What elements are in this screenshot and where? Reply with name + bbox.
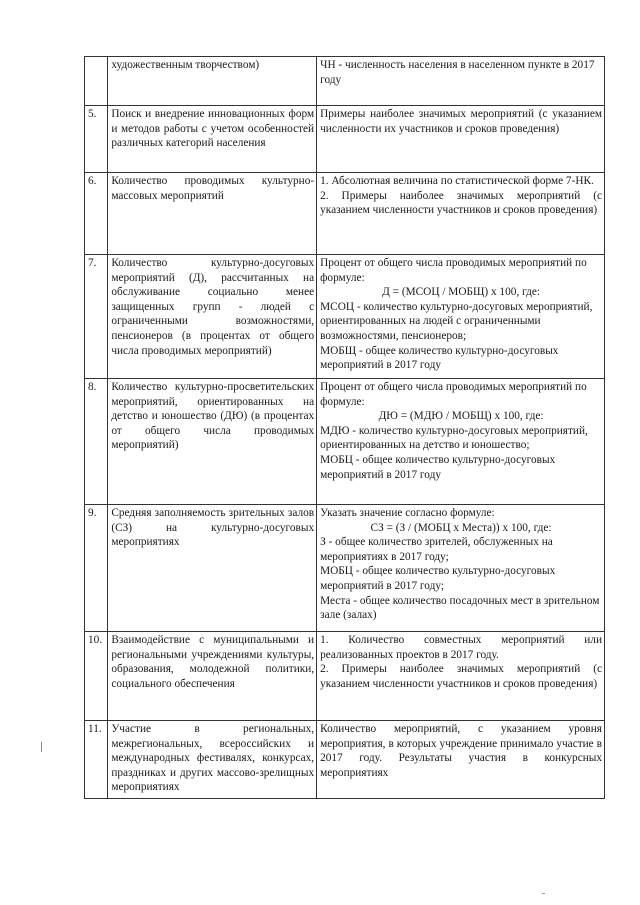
indicator-cell: Количество мероприятий, с указанием уровня мероприятия, в которых учреждение принимало участие в 2017 году. Результаты участия в конкурсных мероприятиях: [317, 721, 605, 799]
indicator-cell: Процент от общего числа проводимых мероприятий по формуле: ДЮ = (МДЮ / МОБЩ) х 100, где: МДЮ - количество культурно-досуговых мероприятий, ориентированных на детство и юношество; МОБЦ - общее количество культурно-досуговых мероприятий в 2017 году: [317, 379, 605, 505]
indicator-cell: 1. Абсолютная величина по статистической форме 7-НК. 2. Примеры наиболее значимых мероприятий (с указанием численности участников и сроков проведения): [317, 173, 605, 255]
row-number: 10.: [85, 632, 108, 721]
indicator-cell: Примеры наиболее значимых мероприятий (с указанием численности их участников и сроков проведения): [317, 106, 605, 173]
indicator-cell: Указать значение согласно формуле: СЗ = (З / (МОБЦ х Места)) х 100, где: З - общее количество зрителей, обслуженных на мероприятиях в 2017 году; МОБЦ - общее количество культурно-досуговых мероприятий в 2017 году; Места - общее количество посадочных мест в зрительном зале (залах): [317, 505, 605, 632]
criteria-table: [84, 56, 605, 799]
task-cell: Участие в региональных, межрегиональных, всероссийских и международных фестивалях, конкурсах, праздниках и других массово-зрелищных мероприятиях: [108, 721, 317, 799]
formula: ДЮ = (МДЮ / МОБЩ) х 100, где:: [378, 410, 544, 423]
task-cell: Поиск и внедрение инновационных форм и методов работы с учетом особенностей различных категорий населения: [108, 106, 317, 173]
indicator-cell: 1. Количество совместных мероприятий или реализованных проектов в 2017 году. 2. Примеры наиболее значимых мероприятий (с указанием численности участников и сроков проведения): [317, 632, 605, 721]
row-number: 9.: [85, 505, 108, 632]
table-row: [85, 57, 605, 106]
task-cell: Средняя заполняемость зрительных залов (СЗ) на культурно-досуговых мероприятиях: [108, 505, 317, 632]
formula: Д = (МСОЦ / МОБЩ) х 100, где:: [382, 286, 540, 299]
task-cell: художественным творчеством): [108, 57, 317, 106]
row-number: [85, 57, 108, 106]
row-number: 7.: [85, 255, 108, 379]
formula: СЗ = (З / (МОБЦ х Места)) х 100, где:: [370, 521, 552, 534]
table-row: [85, 721, 605, 799]
table-row: [85, 173, 605, 255]
table-row: [85, 632, 605, 721]
scan-mark: [41, 742, 42, 752]
row-number: 8.: [85, 379, 108, 505]
task-cell: Количество культурно-досуговых мероприятий (Д), рассчитанных на обслуживание социально менее защищенных групп - людей с ограниченными возможностями, пенсионеров (в процентах от общего числа проводимых мероприятий): [108, 255, 317, 379]
task-cell: Количество проводимых культурно-массовых мероприятий: [108, 173, 317, 255]
row-number: 5.: [85, 106, 108, 173]
table-row: [85, 106, 605, 173]
table-row: [85, 255, 605, 379]
indicator-cell: ЧН - численность населения в населенном пункте в 2017 году: [317, 57, 605, 106]
indicator-cell: Процент от общего числа проводимых мероприятий по формуле: Д = (МСОЦ / МОБЩ) х 100, где: МСОЦ - количество культурно-досуговых мероприятий, ориентированных на людей с ограниченными возможностями, пенсионеров; МОБЩ - общее количество культурно-досуговых мероприятий в 2017 году: [317, 255, 605, 379]
table-row: [85, 505, 605, 632]
table-row: [85, 379, 605, 505]
row-number: 6.: [85, 173, 108, 255]
row-number: 11.: [85, 721, 108, 799]
task-cell: Взаимодействие с муниципальными и региональными учреждениями культуры, образования, молодежной политики, социального обеспечения: [108, 632, 317, 721]
task-cell: Количество культурно-просветительских мероприятий, ориентированных на детство и юношество (ДЮ) (в процентах от общего числа проводимых мероприятий): [108, 379, 317, 505]
scan-mark: [542, 893, 545, 894]
